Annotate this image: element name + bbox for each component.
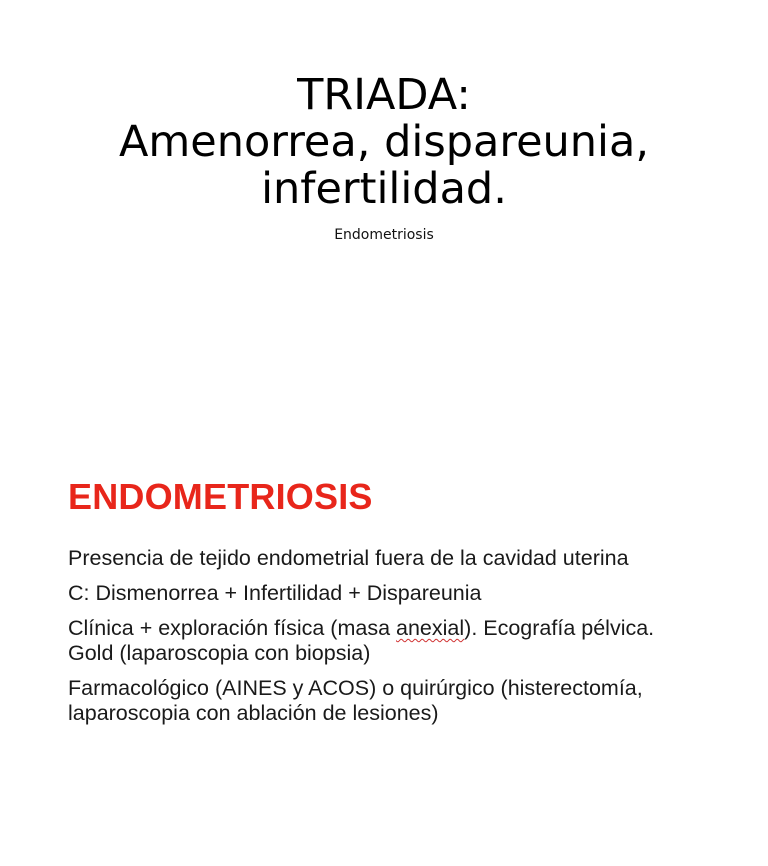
definition-text: Presencia de tejido endometrial fuera de la cavidad uterina: [68, 546, 629, 570]
deck-label: Endometriosis: [334, 227, 434, 243]
diagnosis-text: [68, 616, 748, 666]
title-line-1: TRIADA:: [297, 70, 471, 120]
card-answer: [68, 476, 748, 736]
card-front: [0, 72, 768, 243]
treatment-line-1: Farmacológico (AINES y ACOS) o quirúrgico (histerectomía,: [68, 676, 643, 700]
clinical-triad-text: C: Dismenorrea + Infertilidad + Dispareunia: [68, 581, 482, 605]
gold-standard-text: Gold (laparoscopia con biopsia): [68, 641, 371, 665]
treatment-text: [68, 676, 748, 726]
spellcheck-flagged-word: anexial: [396, 616, 465, 640]
treatment-line-2: laparoscopia con ablación de lesiones): [68, 701, 439, 725]
title-line-2: Amenorrea, dispareunia,: [118, 117, 650, 167]
card-question-title: [0, 72, 768, 213]
title-line-3: infertilidad.: [261, 164, 507, 214]
diagnosis-text-start: Clínica + exploración física (masa: [68, 616, 397, 640]
diagnosis-text-end: ). Ecografía pélvica.: [464, 616, 655, 640]
answer-heading: ENDOMETRIOSIS: [68, 476, 373, 517]
